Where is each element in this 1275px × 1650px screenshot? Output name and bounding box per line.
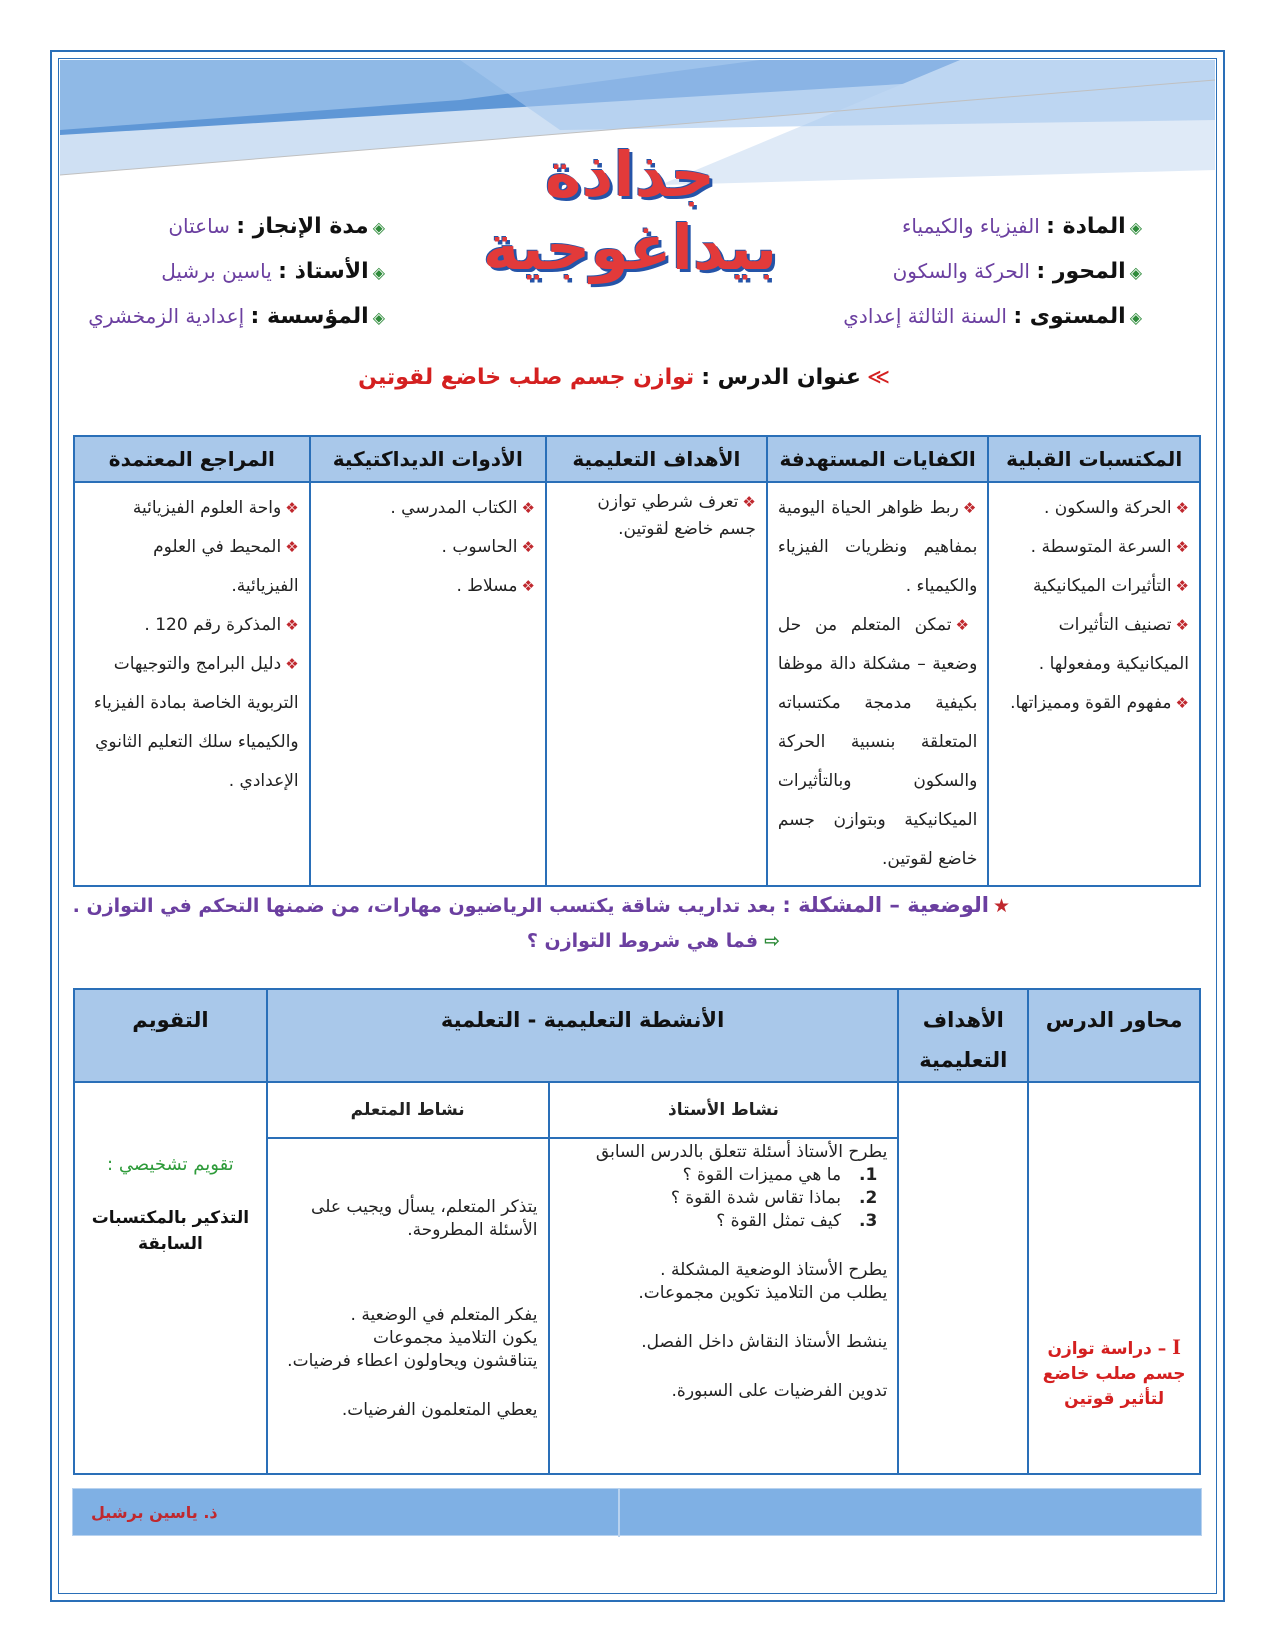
problem-situation: ★الوضعية – المشكلة : بعد تداريب شاقة يكتسب الرياضيون مهارات، من ضمنها التحكم في التوازن . bbox=[72, 893, 1010, 917]
list-item: ❖السرعة المتوسطة . bbox=[1030, 537, 1189, 557]
list-item: ❖الحاسوب . bbox=[441, 537, 535, 557]
list-item: ❖تمكن المتعلم من حل وضعية – مشكلة دالة موظفا بكيفية مدمجة مكتسباته المتعلقة بنسبية الحركة والسكون وبالتأثيرات الميكانيكية وبتوازن جسم خاضع لقوتين. bbox=[777, 615, 978, 869]
col-activities: الأنشطة التعليمية - التعلمية bbox=[267, 989, 899, 1082]
list-item: ❖المذكرة رقم 120 . bbox=[144, 615, 299, 635]
evaluation-text: التذكير بالمكتسبات السابقة bbox=[91, 1208, 250, 1254]
info-subject: ◈المادة : الفيزياء والكيمياء bbox=[902, 214, 1142, 239]
teacher-activity-cell bbox=[549, 1138, 899, 1474]
list-item: ❖تعرف شرطي توازن جسم خاضع لقوتين. bbox=[597, 492, 756, 539]
list-item: ❖المحيط في العلوم الفيزيائية. bbox=[153, 537, 299, 596]
info-teacher: ◈الأستاذ : ياسين برشيل bbox=[161, 259, 385, 284]
tools-cell bbox=[310, 482, 546, 886]
list-item: ❖واحة العلوم الفيزيائية bbox=[132, 498, 299, 518]
learner-step: يكون التلاميذ مجموعات bbox=[372, 1328, 538, 1348]
teacher-question: 3.كيف تمثل القوة ؟ bbox=[716, 1211, 878, 1231]
footer-bar bbox=[72, 1488, 1202, 1536]
diamond-icon: ◈ bbox=[1129, 218, 1142, 237]
list-item: ❖ربط ظواهر الحياة اليومية بمفاهيم ونظريات الفيزياء والكيمياء . bbox=[777, 498, 978, 596]
axis-number: I bbox=[1172, 1334, 1181, 1359]
learner-activity-cell bbox=[267, 1138, 549, 1474]
diamond-icon: ◈ bbox=[372, 263, 385, 282]
evaluation-type: تقويم تشخيصي : bbox=[107, 1154, 234, 1175]
learner-step: يتذكر المتعلم، يسأل ويجيب على الأسئلة المطروحة. bbox=[311, 1197, 538, 1240]
objectives-cell bbox=[898, 1082, 1028, 1474]
list-item: ❖مفهوم القوة ومميزاتها. bbox=[1010, 693, 1189, 713]
teacher-step: تدوين الفرضيات على السبورة. bbox=[671, 1381, 888, 1401]
col-evaluation: التقويم bbox=[74, 989, 267, 1082]
list-item: ❖تصنيف التأثيرات الميكانيكية ومفعولها . bbox=[1038, 615, 1189, 674]
learner-step: يعطي المتعلمون الفرضيات. bbox=[341, 1400, 538, 1420]
diamond-icon: ◈ bbox=[1129, 308, 1142, 327]
pointer-icon: ⇨ bbox=[764, 930, 780, 952]
info-level: ◈المستوى : السنة الثالثة إعدادي bbox=[843, 304, 1142, 329]
lesson-overview-table bbox=[73, 435, 1201, 887]
teacher-question: 1.ما هي مميزات القوة ؟ bbox=[682, 1165, 878, 1185]
learner-step: يتناقشون ويحاولون اعطاء فرضيات. bbox=[287, 1351, 538, 1371]
learner-activity-header: نشاط المتعلم bbox=[267, 1082, 549, 1138]
diamond-icon: ◈ bbox=[372, 308, 385, 327]
ornament-icon: ≫ bbox=[866, 365, 890, 390]
diamond-icon: ◈ bbox=[1129, 263, 1142, 282]
competencies-cell bbox=[767, 482, 988, 886]
teacher-step: يطرح الأستاذ الوضعية المشكلة . bbox=[660, 1260, 888, 1280]
footer-divider bbox=[618, 1489, 620, 1537]
list-item: ❖الحركة والسكون . bbox=[1043, 498, 1189, 518]
col-objectives: الأهداف التعليمية bbox=[898, 989, 1028, 1082]
col-tools: الأدوات الديداكتيكية bbox=[310, 436, 546, 482]
col-competencies: الكفايات المستهدفة bbox=[767, 436, 988, 482]
problem-question: ⇨فما هي شروط التوازن ؟ bbox=[526, 930, 780, 952]
col-objectives: الأهداف التعليمية bbox=[546, 436, 767, 482]
col-prior: المكتسبات القبلية bbox=[988, 436, 1200, 482]
list-item: ❖دليل البرامج والتوجيهات التربوية الخاصة بمادة الفيزياء والكيمياء سلك التعليم الثانوي الإعدادي . bbox=[93, 654, 299, 791]
teacher-question: 2.بماذا تقاس شدة القوة ؟ bbox=[670, 1188, 878, 1208]
objectives-cell bbox=[546, 482, 767, 886]
teacher-step: يطرح الأستاذ أسئلة تتعلق بالدرس السابق bbox=[595, 1142, 888, 1162]
info-institution: ◈المؤسسة : إعدادية الزمخشري bbox=[88, 304, 385, 329]
col-references: المراجع المعتمدة bbox=[74, 436, 310, 482]
learner-step: يفكر المتعلم في الوضعية . bbox=[350, 1305, 538, 1325]
col-axes: محاور الدرس bbox=[1028, 989, 1200, 1082]
info-duration: ◈مدة الإنجاز : ساعتان bbox=[168, 214, 385, 239]
prior-cell bbox=[988, 482, 1200, 886]
star-icon: ★ bbox=[992, 895, 1010, 917]
diamond-icon: ◈ bbox=[372, 218, 385, 237]
info-axis: ◈المحور : الحركة والسكون bbox=[892, 259, 1142, 284]
axis-cell bbox=[1028, 1082, 1200, 1474]
evaluation-cell bbox=[74, 1082, 267, 1474]
teacher-step: يطلب من التلاميذ تكوين مجموعات. bbox=[638, 1283, 888, 1303]
lesson-title: ≫عنوان الدرس : توازن جسم صلب خاضع لقوتين bbox=[358, 365, 890, 390]
teacher-activity-header: نشاط الأستاذ bbox=[549, 1082, 899, 1138]
axis-title: – دراسة توازن جسم صلب خاضع لتأثير قوتين bbox=[1042, 1339, 1186, 1409]
footer-signature: ذ. ياسين برشيل bbox=[91, 1503, 218, 1522]
list-item: ❖التأثيرات الميكانيكية bbox=[1033, 576, 1189, 596]
activities-table bbox=[73, 988, 1201, 1475]
list-item: ❖الكتاب المدرسي . bbox=[390, 498, 535, 518]
page-title: جذاذة بيداغوجية bbox=[482, 138, 778, 284]
teacher-step: ينشط الأستاذ النقاش داخل الفصل. bbox=[641, 1332, 888, 1352]
references-cell bbox=[74, 482, 310, 886]
list-item: ❖مسلاط . bbox=[456, 576, 535, 596]
